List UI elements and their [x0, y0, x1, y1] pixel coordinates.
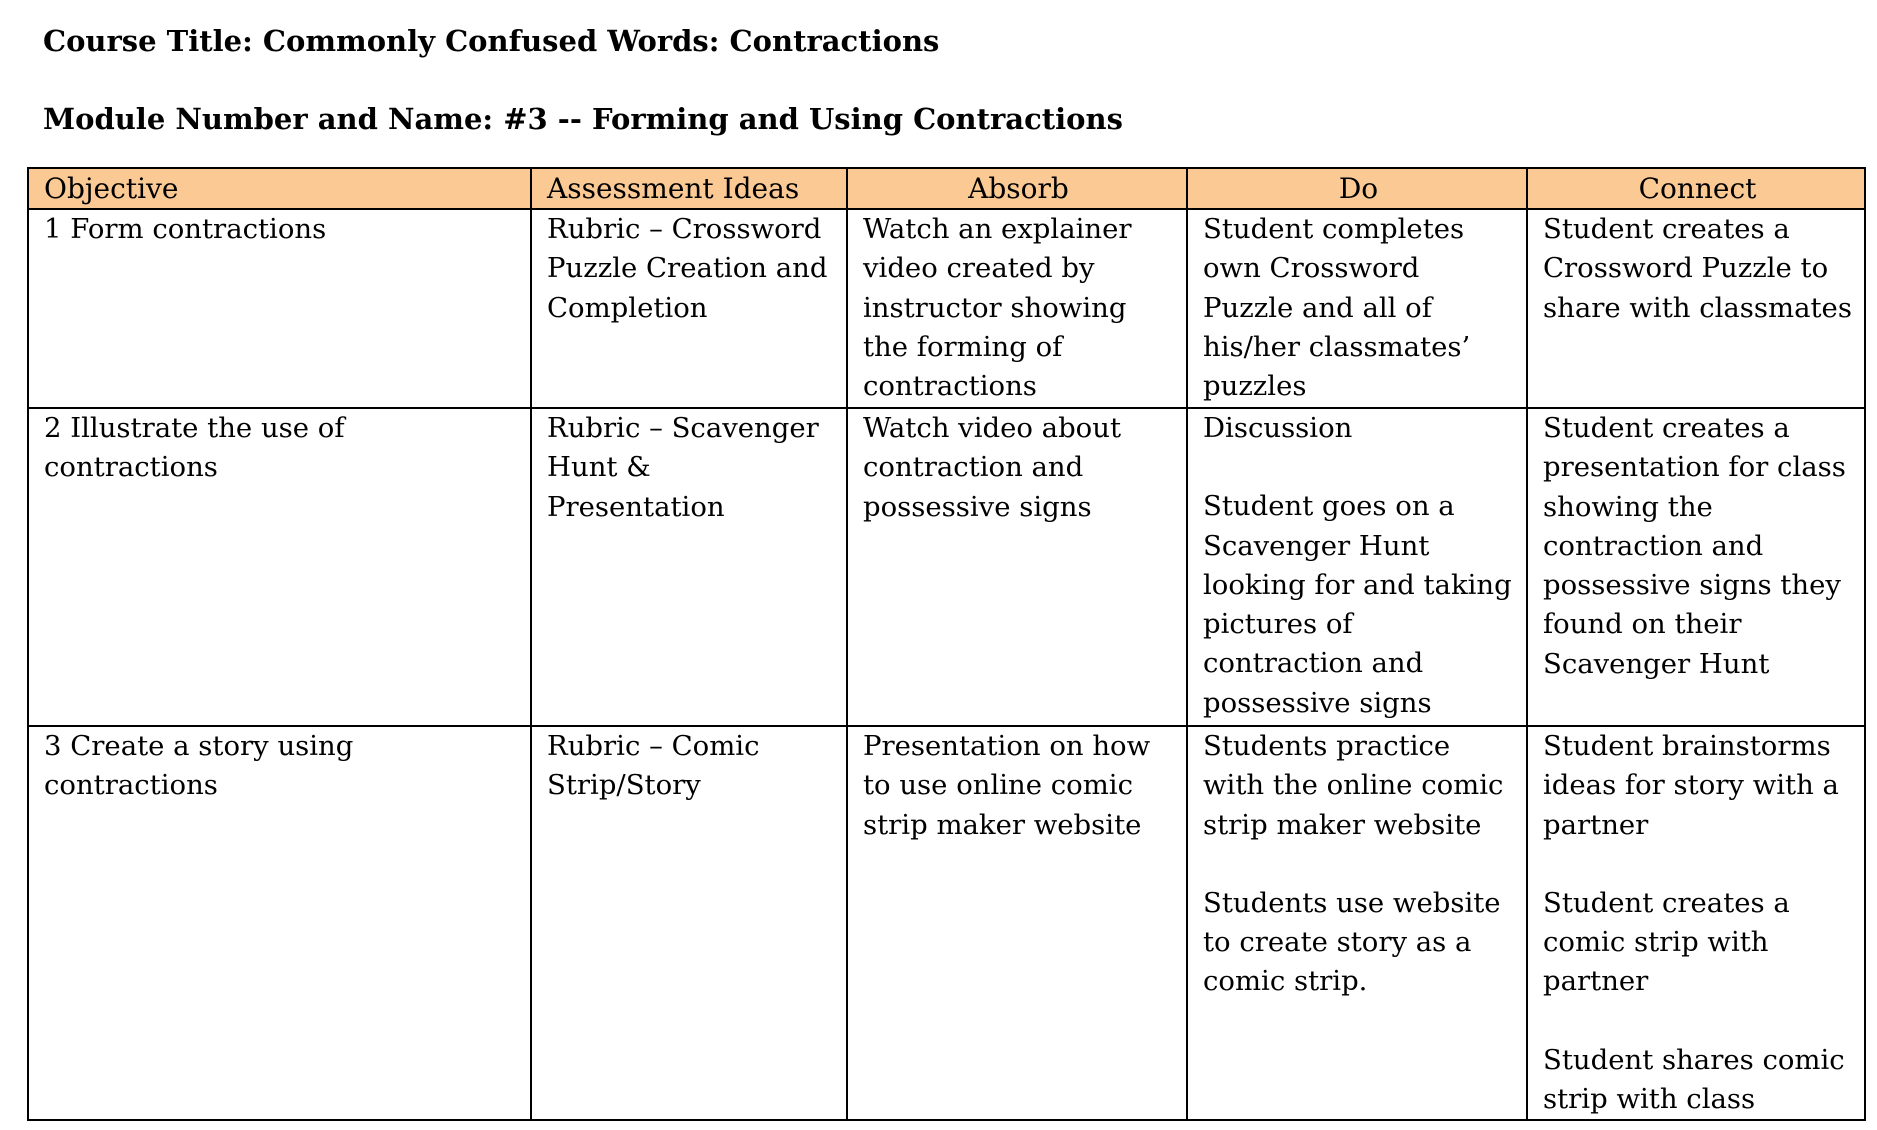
- absorb-cell: [847, 726, 1187, 1120]
- module-title: Module Number and Name: #3 -- Forming and Using Contractions: [43, 102, 1123, 136]
- do-text: Student goes on a Scavenger Hunt looking for and taking pictures of contraction and possessive signs: [1203, 490, 1512, 719]
- absorb-cell: [847, 209, 1187, 408]
- objective-cell: [28, 209, 531, 408]
- objective-text: 1 Form contractions: [44, 213, 327, 245]
- connect-text: Student creates a presentation for class showing the contraction and possessive signs they found on their Scavenger Hunt: [1543, 412, 1846, 680]
- module-plan-table: [27, 167, 1866, 1121]
- objective-text: 2 Illustrate the use of contractions: [44, 412, 345, 484]
- do-text: Students practice with the online comic strip maker website: [1203, 730, 1504, 841]
- objective-cell: [28, 408, 531, 726]
- assessment-cell: [531, 726, 847, 1120]
- assessment-text: Rubric – Comic Strip/Story: [547, 730, 760, 802]
- connect-text: Student shares comic strip with class: [1543, 1043, 1845, 1116]
- connect-text: Student creates a comic strip with partner: [1543, 886, 1790, 998]
- assessment-cell: [531, 209, 847, 408]
- absorb-text: Watch video about contraction and possessive signs: [863, 412, 1122, 523]
- table-row: [28, 209, 1865, 408]
- table-row: [28, 408, 1865, 726]
- connect-cell: [1527, 726, 1865, 1120]
- objective-cell: [28, 726, 531, 1120]
- absorb-cell: [847, 408, 1187, 726]
- connect-cell: [1527, 408, 1865, 726]
- table-row: [28, 726, 1865, 1120]
- do-cell: [1187, 726, 1527, 1120]
- header-connect: Connect: [1527, 168, 1865, 209]
- do-text: Students use website to create story as a comic strip.: [1203, 886, 1501, 998]
- do-text: Student completes own Crossword Puzzle and all of his/her classmates’ puzzles: [1203, 213, 1471, 403]
- assessment-cell: [531, 408, 847, 726]
- absorb-text: Presentation on how to use online comic strip maker website: [863, 730, 1151, 841]
- objective-text: 3 Create a story using contractions: [44, 730, 354, 802]
- connect-text: Student brainstorms ideas for story with a partner: [1543, 730, 1839, 841]
- assessment-text: Rubric – Crossword Puzzle Creation and Completion: [547, 213, 828, 324]
- do-cell: [1187, 209, 1527, 408]
- header-objective: Objective: [28, 168, 531, 209]
- table-header-row: [28, 168, 1865, 209]
- course-title: Course Title: Commonly Confused Words: Contractions: [43, 24, 940, 58]
- assessment-text: Rubric – Scavenger Hunt & Presentation: [547, 412, 819, 523]
- connect-text: Student creates a Crossword Puzzle to share with classmates: [1543, 213, 1852, 324]
- absorb-text: Watch an explainer video created by instructor showing the forming of contractions: [863, 213, 1132, 403]
- do-cell: [1187, 408, 1527, 726]
- do-text: Discussion: [1203, 412, 1353, 444]
- header-assessment-ideas: Assessment Ideas: [531, 168, 847, 209]
- header-absorb: Absorb: [847, 168, 1187, 209]
- connect-cell: [1527, 209, 1865, 408]
- header-do: Do: [1187, 168, 1527, 209]
